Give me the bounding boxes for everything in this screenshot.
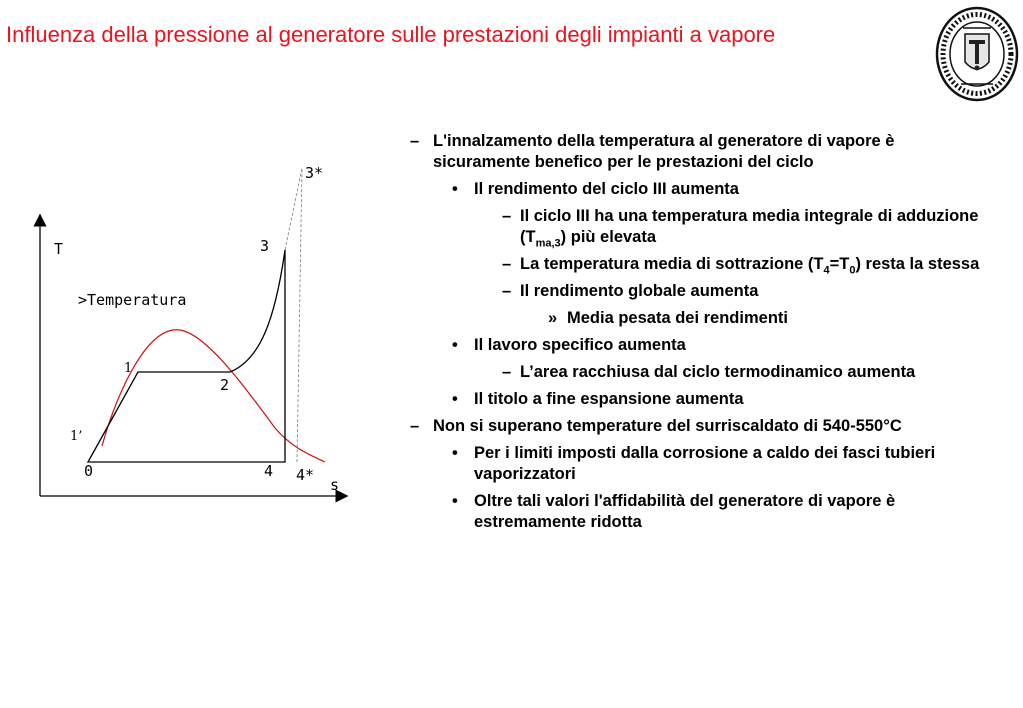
- outline-text: [474, 492, 895, 531]
- ts-diagram: [30, 150, 350, 515]
- point-1prime: 1’: [70, 429, 83, 444]
- text-run: Oltre tali valori l'affidabilità del generatore di vapore è estremamente ridotta: [474, 492, 896, 531]
- subscript: ma,3: [535, 237, 561, 250]
- subscript: 0: [849, 264, 856, 277]
- text-run: Per i limiti imposti dalla corrosione a caldo dei fasci tubieri vaporizzatori: [474, 444, 936, 483]
- outline-text: [567, 309, 788, 327]
- axis-label-t: T: [54, 240, 64, 258]
- saturation-dome: [102, 330, 325, 462]
- text-run: =T: [829, 255, 850, 273]
- outline-text: [474, 336, 686, 354]
- point-3star: 3*: [305, 164, 324, 182]
- superheat-3star-dashed: [285, 168, 302, 462]
- outline-text: [520, 207, 979, 250]
- outline-text: [474, 390, 744, 408]
- temperature-annotation: >Temperatura: [78, 291, 187, 309]
- outline-item: [408, 389, 993, 410]
- outline-text: [520, 363, 915, 381]
- point-0: 0: [84, 462, 94, 480]
- outline-item: [408, 206, 993, 248]
- outline-item: [408, 254, 993, 275]
- point-4: 4: [264, 462, 274, 480]
- text-run: La temperatura media di sottrazione (T: [520, 255, 824, 273]
- text-run: Media pesata dei rendimenti: [567, 309, 788, 327]
- bullet-marker: »: [548, 309, 558, 327]
- bullet-marker: –: [502, 363, 512, 381]
- bullet-marker: •: [452, 444, 458, 462]
- outline-item: [408, 416, 993, 437]
- subscript: 4: [823, 264, 830, 277]
- bullet-marker: •: [452, 336, 458, 354]
- university-seal-icon: [935, 6, 1019, 102]
- bullet-outline: [408, 131, 993, 539]
- cycle-path: [88, 250, 285, 462]
- text-run: Il titolo a fine espansione aumenta: [474, 390, 744, 408]
- bullet-marker: •: [452, 180, 458, 198]
- text-run: ) più elevata: [560, 228, 657, 246]
- point-2: 2: [220, 376, 230, 394]
- axis-label-s: s: [330, 476, 340, 494]
- bullet-marker: –: [410, 417, 420, 435]
- text-run: Il ciclo III ha una temperatura media integrale di adduzione (T: [520, 207, 979, 246]
- bullet-marker: •: [452, 390, 458, 408]
- outline-item: [408, 308, 993, 329]
- outline-text: [520, 255, 980, 277]
- text-run: Non si superano temperature del surriscaldato di 540-550°C: [433, 417, 902, 435]
- bullet-marker: –: [502, 255, 512, 273]
- point-1: 1: [124, 361, 133, 376]
- outline-text: [520, 282, 758, 300]
- outline-item: [408, 335, 993, 356]
- bullet-marker: •: [452, 492, 458, 510]
- outline-item: [408, 179, 993, 200]
- point-4star: 4*: [296, 466, 315, 484]
- outline-text: [474, 444, 935, 483]
- text-run: L'innalzamento della temperatura al generatore di vapore è sicuramente benefico per le prestazioni del ciclo: [433, 132, 895, 171]
- bullet-marker: –: [502, 282, 512, 300]
- text-run: L’area racchiusa dal ciclo termodinamico aumenta: [520, 363, 916, 381]
- text-run: Il rendimento del ciclo III aumenta: [474, 180, 739, 198]
- outline-text: [433, 132, 894, 171]
- outline-item: [408, 491, 993, 533]
- bullet-marker: –: [502, 207, 512, 225]
- bullet-marker: –: [410, 132, 420, 150]
- outline-item: [408, 131, 993, 173]
- slide-title: Influenza della pressione al generatore sulle prestazioni degli impianti a vapore: [6, 22, 776, 47]
- outline-item: [408, 362, 993, 383]
- outline-item: [408, 281, 993, 302]
- text-run: ) resta la stessa: [855, 255, 980, 273]
- text-run: Il rendimento globale aumenta: [520, 282, 759, 300]
- outline-text: [433, 417, 902, 435]
- point-3: 3: [260, 237, 270, 255]
- outline-item: [408, 443, 993, 485]
- text-run: Il lavoro specifico aumenta: [474, 336, 686, 354]
- outline-text: [474, 180, 739, 198]
